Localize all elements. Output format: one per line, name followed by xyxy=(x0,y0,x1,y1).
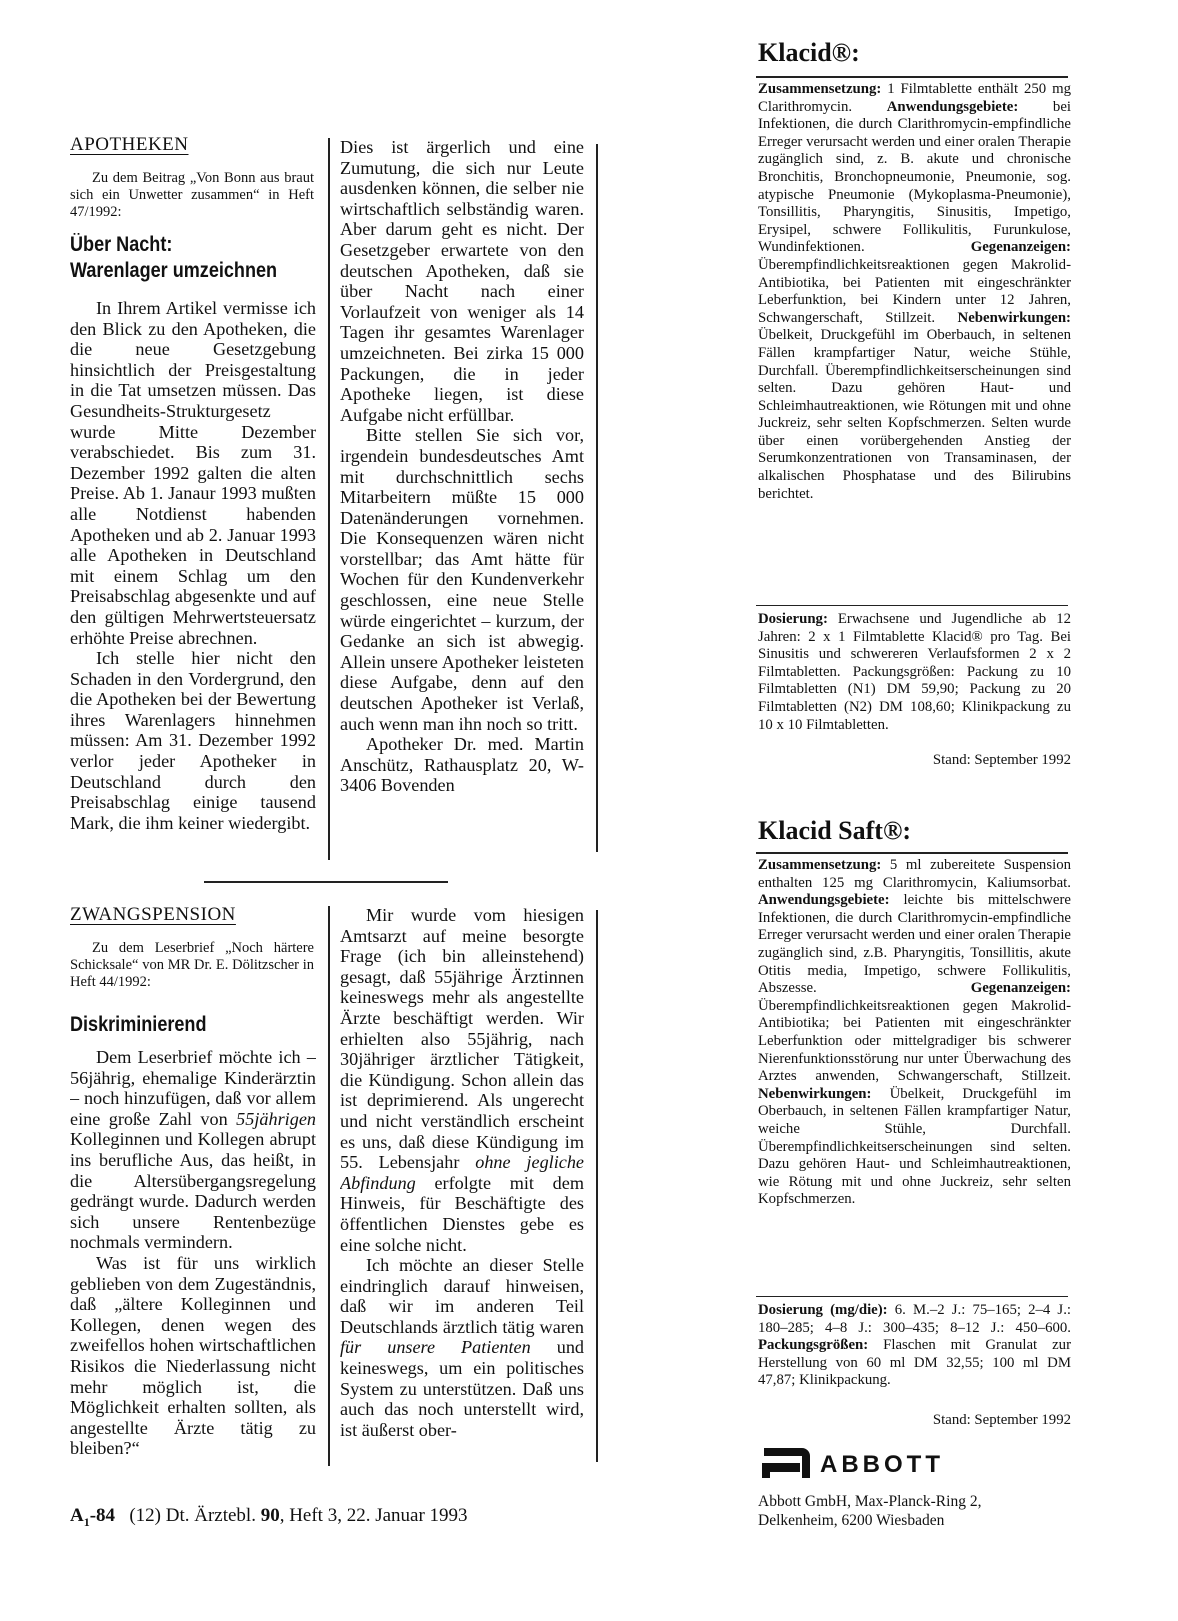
paragraph: Dem Leserbrief möchte ich – 56jährig, ehemalige Kinderärztin – noch hinzufügen, daß vor allem eine große Zahl von 55jährigen Kolleginnen und Kollegen abrupt ins berufliche Aus, das heißt, in die Altersübergangsregelung gedrängt wurde. Dadurch werden sich unsere Rentenbezüge nochmals vermindern. xyxy=(70,1047,316,1253)
article-column-2-apotheken xyxy=(340,137,584,865)
article-column-1-apotheken xyxy=(70,298,316,864)
paragraph: Dies ist ärgerlich und eine Zumutung, die sich nur Leute ausdenken können, die selber nie wirtschaftlich selbständig waren. Aber darum geht es nicht. Der Gesetzgeber erwartete von den deutschen Apotheken, daß sie über Nacht nach einer Vorlaufzeit von weniger als 14 Tagen ihr gesamtes Warenlager umzeichneten. Bei zirka 15 000 Packungen, die in jeder Apotheke liegen, ist diese Aufgabe nicht erfüllbar. xyxy=(340,137,584,425)
article-intro-zwangspension: Zu dem Leserbrief „Noch härtere Schicksale“ von MR Dr. E. Dölitzscher in Heft 44/1992: xyxy=(70,940,314,990)
ad-title-klacid: Klacid®: xyxy=(758,38,860,67)
abbott-address: Abbott GmbH, Max-Planck-Ring 2, Delkenheim, 6200 Wiesbaden xyxy=(758,1493,982,1529)
article-headline-zwangspension: Diskriminierend xyxy=(70,1013,207,1036)
column-divider xyxy=(328,138,330,860)
ad-stand-klacid-saft: Stand: September 1992 xyxy=(932,1412,1071,1428)
article-column-1-zwangspension xyxy=(70,1047,316,1467)
column-divider xyxy=(328,906,330,1466)
ad-title-klacid-saft: Klacid Saft®: xyxy=(758,816,912,845)
article-separator xyxy=(204,881,448,883)
ad-body-klacid-saft: Zusammensetzung: 5 ml zubereitete Suspension enthalten 125 mg Clarithromycin, Kaliumsorbat. Anwendungsgebiete: leichte bis mittelschwere Infektionen, die durch Clarithromycin-empfindliche Erreger verursacht werden und einer oralen Therapie zugänglich sind, z.B. Pharyngitis, Tonsillitis, akute Otitis media, Impetigo, schwere Follikulitis, Abszesse. Gegenanzeigen: Überempfindlichkeitsreaktionen gegen Makrolid-Antibiotika; bei Patienten mit eingeschränkter Leberfunktion oder mittelgradiger bis schwerer Nierenfunktionsstörung nur unter Überwachung des Arztes anwenden, Schwangerschaft, Stillzeit. Nebenwirkungen: Übelkeit, Druckgefühl im Oberbauch, in seltenen Fällen krampfartiger Natur, weiche Stühle, Durchfall. Überempfindlichkeitserscheinungen sind selten. Dazu gehören Haut- und Schleimhautreaktionen, wie Rötung mit und ohne Juckreiz, sehr selten Kopfschmerzen. xyxy=(758,857,1071,1208)
section-tag-zwangspension: ZWANGSPENSION xyxy=(70,904,236,925)
ad-rule xyxy=(756,605,1068,606)
ad-body-klacid: Zusammensetzung: 1 Filmtablette enthält 250 mg Clarithromycin. Anwendungsgebiete: bei Infektionen, die durch Clarithromycin-empfindliche Erreger verursacht werden und einer oralen Therapie zugänglich sind, z. B. akute und chronische Bronchitis, Bronchopneumonie, Pneumonie, sog. atypische Pneumonie (Mykoplasma-Pneumonie), Tonsillitis, Pharyngitis, Sinusitis, Impetigo, Erysipel, schwere Follikulitis, Furunkulose, Wundinfektionen. Gegenanzeigen: Überempfindlichkeitsreaktionen gegen Makrolid-Antibiotika, bei Patienten mit eingeschränkter Leberfunktion, bei Kindern unter 12 Jahren, Schwangerschaft, Stillzeit. Nebenwirkungen: Übelkeit, Druckgefühl im Oberbauch, in seltenen Fällen krampfartiger Natur, weiche Stühle, Durchfall. Überempfindlichkeitserscheinungen sind selten. Dazu gehören Haut- und Schleimhautreaktionen, wie Rötungen mit und ohne Juckreiz, sehr selten Kopfschmerzen. Selten wurde über einen vorübergehenden Anstieg der Serumkonzentrationen von Transaminasen, der alkalischen Phosphatase und des Bilirubins berichtet. xyxy=(758,81,1072,502)
page-footer: $A_1-84$ (12) Dt. Ärztebl. 90, Heft 3, 22. Januar 1993 xyxy=(70,1505,468,1529)
paragraph: Mir wurde vom hiesigen Amtsarzt auf meine besorgte Frage (ich bin alleinstehend) gesagt, daß 55jährige Ärztinnen keineswegs mehr als angestellte Ärzte beschäftigt werden. Wir erhielten also 55jährig, nach 30jähriger ärztlicher Tätigkeit, die Kündigung. Schon allein das ist deprimierend. Als ungerecht und nicht verständlich erscheint es uns, daß diese Kündigung im 55. Lebensjahr ohne jegliche Abfindung erfolgte mit dem Hinweis, für Beschäftigte des öffentlichen Dienstes gebe es eine solche nicht. xyxy=(340,905,584,1255)
column-divider xyxy=(596,910,598,1462)
article-intro-apotheken: Zu dem Beitrag „Von Bonn aus braut sich ein Unwetter zusammen“ in Heft 47/1992: xyxy=(70,170,314,220)
article-column-2-zwangspension xyxy=(340,905,584,1470)
ad-rule xyxy=(756,76,1068,78)
paragraph: Bitte stellen Sie sich vor, irgendein bundesdeutsches Amt mit durchschnittlich sechs Mitarbeitern müßte 15 000 Datenänderungen vornehmen. Die Konsequenzen wären nicht vorstellbar; das Amt hätte für Wochen für den Kundenverkehr geschlossen, eine neue Stelle würde eingerichtet – kurzum, der Gedanke an sich ist abwegig. Allein unsere Apotheker leisteten diese Aufgabe, denn auf den deutschen Apotheker ist Verlaß, auch wenn man ihn noch so tritt. xyxy=(340,425,584,734)
ad-stand-klacid: Stand: September 1992 xyxy=(932,752,1071,768)
paragraph: In Ihrem Artikel vermisse ich den Blick zu den Apotheken, die die neue Gesetzgebung hinsichtlich der Preisgestaltung in die Tat umsetzen müssen. Das Gesundheits-Strukturgesetz wurde Mitte Dezember verabschiedet. Bis zum 31. Dezember 1992 galten die alten Preise. Ab 1. Janaur 1993 mußten alle Notdienst habenden Apotheken und ab 2. Januar 1993 alle Apotheken in Deutschland mit einem Schlag um den Preisabschlag abgesenkte und auf den gültigen Mehrwertsteuersatz erhöhte Preise abrechnen. xyxy=(70,298,316,648)
ad-dosage-klacid: Dosierung: Erwachsene und Jugendliche ab 12 Jahren: 2 x 1 Filmtablette Klacid® pro Tag. Bei Sinusitis und schwereren Verlaufsformen 2 x 2 Filmtabletten. Packungsgrößen: Packung zu 10 Filmtabletten (N1) DM 59,90; Packung zu 20 Filmtabletten (N2) DM 108,60; Klinikpackung zu 10 x 10 Filmtabletten. xyxy=(758,611,1071,733)
abbott-logo xyxy=(758,1446,1078,1486)
ad-rule xyxy=(756,1296,1068,1297)
paragraph: Was ist für uns wirklich geblieben von dem Zugeständnis, daß „ältere Kolleginnen und Kollegen, denen wegen des zweifellos hohen wirtschaftlichen Risikos die Niederlassung nicht mehr möglich ist, die Möglichkeit erhalten sollten, als angestellte Ärzte tätig zu bleiben?“ xyxy=(70,1252,316,1459)
section-tag-apotheken: APOTHEKEN xyxy=(70,134,189,155)
article-headline-apotheken: Über Nacht: Warenlager umzeichnen xyxy=(70,233,278,282)
ad-rule xyxy=(756,852,1068,854)
letter-signature: Apotheker Dr. med. Martin Anschütz, Rathausplatz 20, W-3406 Bovenden xyxy=(340,734,584,796)
abbott-a-mark-icon xyxy=(758,1446,814,1480)
column-divider xyxy=(596,144,598,852)
abbott-wordmark: ABBOTT xyxy=(820,1451,944,1478)
paragraph: Ich möchte an dieser Stelle eindringlich darauf hinweisen, daß wir im anderen Teil Deutschlands ärztlich tätig waren für unsere Patienten und keineswegs, um ein politisches System zu unterstützen. Daß uns auch das noch unterstellt wird, ist äußerst ober- xyxy=(340,1255,584,1440)
paragraph: Ich stelle hier nicht den Schaden in den Vordergrund, den die Apotheken bei der Bewertung ihres Warenlagers hinnehmen müssen: Am 31. Dezember 1992 verlor jeder Apotheker in Deutschland durch den Preisabschlag einige tausend Mark, die ihm keiner wiedergibt. xyxy=(70,648,316,833)
ad-dosage-klacid-saft: Dosierung (mg/die): 6. M.–2 J.: 75–165; 2–4 J.: 180–285; 4–8 J.: 300–435; 8–12 J.: 450–600. Packungsgrößen: Flaschen mit Granulat zur Herstellung von 60 ml DM 32,55; 100 ml DM 47,87; Klinikpackung. xyxy=(758,1302,1072,1389)
